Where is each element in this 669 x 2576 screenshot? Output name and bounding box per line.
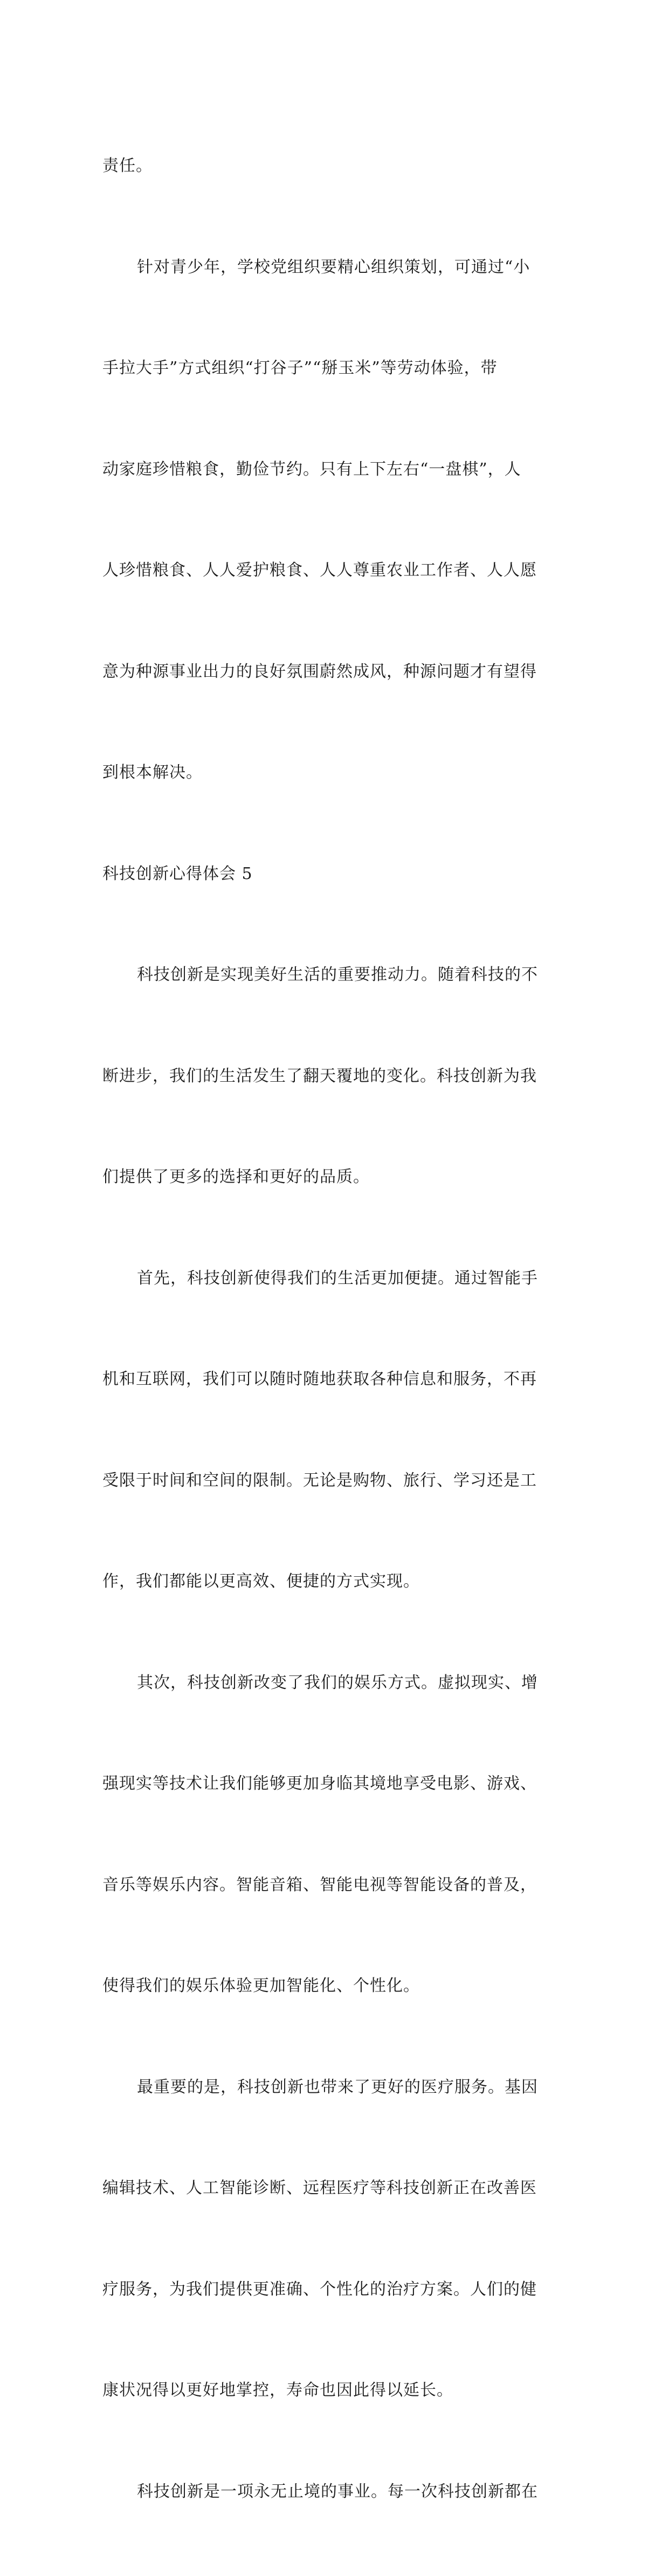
text-line: 编辑技术、人工智能诊断、远程医疗等科技创新正在改善医: [102, 2179, 537, 2197]
text-line: 意为种源事业出力的良好氛围蔚然成风，种源问题才有望得: [102, 662, 537, 681]
text-line: 疗服务，为我们提供更准确、个性化的治疗方案。人们的健: [102, 2279, 537, 2299]
text-line: 首先，科技创新使得我们的生活更加便捷。通过智能手: [137, 1268, 538, 1288]
text-line: 作，我们都能以更高效、便捷的方式实现。: [102, 1572, 420, 1591]
text-line: 受限于时间和空间的限制。无论是购物、旅行、学习还是工: [102, 1471, 537, 1490]
text-line: 使得我们的娱乐体验更加智能化、个性化。: [102, 1976, 420, 1995]
section-heading: 科技创新心得体会 5: [102, 864, 253, 883]
text-line: 人珍惜粮食、人人爱护粮食、人人尊重农业工作者、人人愿: [102, 561, 537, 580]
text-line: 针对青少年，学校党组织要精心组织策划，可通过“小: [137, 257, 530, 277]
text-line: 康状况得以更好地掌控，寿命也因此得以延长。: [102, 2381, 453, 2400]
text-line: 最重要的是，科技创新也带来了更好的医疗服务。基因: [137, 2077, 538, 2097]
text-line: 其次，科技创新改变了我们的娱乐方式。虚拟现实、增: [137, 1673, 538, 1692]
text-line: 动家庭珍惜粮食，勤俭节约。只有上下左右“一盘棋”，人: [102, 459, 521, 479]
text-line: 强现实等技术让我们能够更加身临其境地享受电影、游戏、: [102, 1774, 537, 1793]
document-body: [102, 82, 577, 2576]
text-line: 科技创新是实现美好生活的重要推动力。随着科技的不: [137, 965, 538, 984]
text-line: 手拉大手”方式组织“打谷子”“掰玉米”等劳动体验，带: [102, 359, 498, 377]
text-line: 科技创新是一项永无止境的事业。每一次科技创新都在: [137, 2482, 538, 2501]
text-line: 断进步，我们的生活发生了翻天覆地的变化。科技创新为我: [102, 1066, 537, 1086]
text-line: 们提供了更多的选择和更好的品质。: [102, 1167, 370, 1186]
text-line: 机和互联网，我们可以随时随地获取各种信息和服务，不再: [102, 1370, 537, 1389]
text-line: 到根本解决。: [102, 763, 203, 782]
text-line: 音乐等娱乐内容。智能音箱、智能电视等智能设备的普及，: [102, 1875, 537, 1894]
text-line: 责任。: [102, 156, 153, 175]
